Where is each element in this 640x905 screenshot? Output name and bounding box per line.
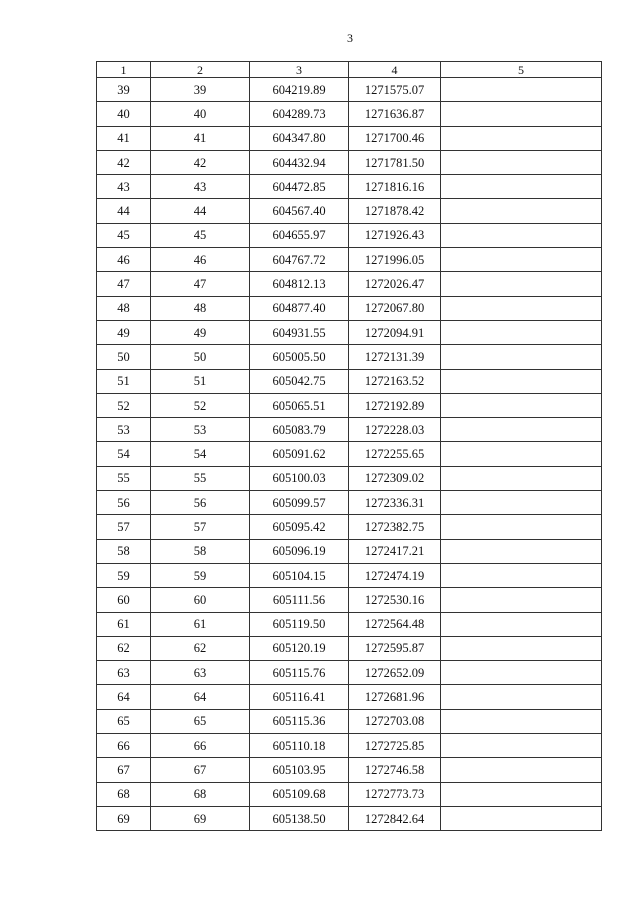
table-cell bbox=[441, 636, 602, 660]
table-cell: 41 bbox=[151, 126, 250, 150]
table-cell bbox=[441, 515, 602, 539]
table-cell: 604567.40 bbox=[250, 199, 349, 223]
table-cell: 604219.89 bbox=[250, 78, 349, 102]
table-cell: 605042.75 bbox=[250, 369, 349, 393]
table-cell bbox=[441, 588, 602, 612]
table-cell: 605138.50 bbox=[250, 806, 349, 830]
table-row bbox=[97, 466, 602, 490]
table-cell: 1272192.89 bbox=[349, 393, 441, 417]
table-cell: 1272131.39 bbox=[349, 345, 441, 369]
table-cell: 53 bbox=[97, 418, 151, 442]
table-cell: 42 bbox=[151, 150, 250, 174]
table-cell: 605120.19 bbox=[250, 636, 349, 660]
table-cell: 68 bbox=[97, 782, 151, 806]
table-row bbox=[97, 539, 602, 563]
table-cell: 1272564.48 bbox=[349, 612, 441, 636]
table-cell: 1272725.85 bbox=[349, 734, 441, 758]
table-cell: 52 bbox=[151, 393, 250, 417]
table-cell bbox=[441, 393, 602, 417]
table-cell: 50 bbox=[97, 345, 151, 369]
table-row bbox=[97, 515, 602, 539]
column-header-2: 2 bbox=[151, 62, 250, 78]
table-cell: 1272382.75 bbox=[349, 515, 441, 539]
table-cell bbox=[441, 612, 602, 636]
table-row bbox=[97, 661, 602, 685]
table-cell: 50 bbox=[151, 345, 250, 369]
table-row bbox=[97, 369, 602, 393]
table-cell: 605065.51 bbox=[250, 393, 349, 417]
table-cell: 68 bbox=[151, 782, 250, 806]
table-cell: 58 bbox=[97, 539, 151, 563]
table-cell: 1272417.21 bbox=[349, 539, 441, 563]
table-cell: 605111.56 bbox=[250, 588, 349, 612]
table-cell: 49 bbox=[97, 320, 151, 344]
table-cell: 39 bbox=[97, 78, 151, 102]
table-cell: 605103.95 bbox=[250, 758, 349, 782]
table-cell: 605119.50 bbox=[250, 612, 349, 636]
table-cell: 1271996.05 bbox=[349, 248, 441, 272]
table-cell: 51 bbox=[151, 369, 250, 393]
table-row bbox=[97, 296, 602, 320]
table-body bbox=[97, 78, 602, 831]
table-cell: 61 bbox=[97, 612, 151, 636]
table-cell: 605100.03 bbox=[250, 466, 349, 490]
table-cell: 46 bbox=[151, 248, 250, 272]
table-cell: 605115.36 bbox=[250, 709, 349, 733]
table-cell bbox=[441, 661, 602, 685]
table-cell: 1271700.46 bbox=[349, 126, 441, 150]
table-cell: 1272474.19 bbox=[349, 563, 441, 587]
table-cell: 47 bbox=[151, 272, 250, 296]
table-cell: 52 bbox=[97, 393, 151, 417]
table-cell: 1272094.91 bbox=[349, 320, 441, 344]
table-cell: 64 bbox=[97, 685, 151, 709]
table-cell bbox=[441, 296, 602, 320]
table-cell: 58 bbox=[151, 539, 250, 563]
table-row bbox=[97, 175, 602, 199]
table-cell: 1271575.07 bbox=[349, 78, 441, 102]
table-cell: 39 bbox=[151, 78, 250, 102]
table-cell: 604289.73 bbox=[250, 102, 349, 126]
table-cell: 43 bbox=[151, 175, 250, 199]
table-cell: 69 bbox=[151, 806, 250, 830]
table-cell: 45 bbox=[151, 223, 250, 247]
table-cell: 605005.50 bbox=[250, 345, 349, 369]
table-cell: 604655.97 bbox=[250, 223, 349, 247]
table-cell bbox=[441, 320, 602, 344]
table-cell: 53 bbox=[151, 418, 250, 442]
table-row bbox=[97, 612, 602, 636]
table-cell: 60 bbox=[151, 588, 250, 612]
table-cell bbox=[441, 539, 602, 563]
header-row bbox=[97, 62, 602, 78]
table-row bbox=[97, 393, 602, 417]
table-row bbox=[97, 782, 602, 806]
table-cell: 604877.40 bbox=[250, 296, 349, 320]
table-cell: 45 bbox=[97, 223, 151, 247]
page-number: 3 bbox=[347, 31, 353, 45]
table-cell bbox=[441, 150, 602, 174]
table-cell bbox=[441, 199, 602, 223]
table-cell: 1272530.16 bbox=[349, 588, 441, 612]
table-cell: 66 bbox=[151, 734, 250, 758]
table-row bbox=[97, 418, 602, 442]
table-cell: 44 bbox=[97, 199, 151, 223]
table-cell: 604472.85 bbox=[250, 175, 349, 199]
table-cell bbox=[441, 709, 602, 733]
table-cell: 1272336.31 bbox=[349, 491, 441, 515]
table-cell: 62 bbox=[151, 636, 250, 660]
table-cell bbox=[441, 442, 602, 466]
table-cell: 64 bbox=[151, 685, 250, 709]
table-cell bbox=[441, 102, 602, 126]
table-cell: 1272842.64 bbox=[349, 806, 441, 830]
table-cell bbox=[441, 491, 602, 515]
table-cell: 605083.79 bbox=[250, 418, 349, 442]
table-row bbox=[97, 442, 602, 466]
table-cell: 605116.41 bbox=[250, 685, 349, 709]
table-row bbox=[97, 320, 602, 344]
table-cell: 1272746.58 bbox=[349, 758, 441, 782]
table-cell: 66 bbox=[97, 734, 151, 758]
table-cell: 55 bbox=[151, 466, 250, 490]
table-cell: 1272067.80 bbox=[349, 296, 441, 320]
table-row bbox=[97, 102, 602, 126]
table-cell: 41 bbox=[97, 126, 151, 150]
table-row bbox=[97, 150, 602, 174]
table-cell: 67 bbox=[151, 758, 250, 782]
table-cell: 1272255.65 bbox=[349, 442, 441, 466]
table-cell bbox=[441, 78, 602, 102]
table-cell: 59 bbox=[97, 563, 151, 587]
table-cell: 63 bbox=[97, 661, 151, 685]
table-cell bbox=[441, 782, 602, 806]
table-cell: 40 bbox=[97, 102, 151, 126]
column-header-1: 1 bbox=[97, 62, 151, 78]
table-cell bbox=[441, 175, 602, 199]
table-cell: 605110.18 bbox=[250, 734, 349, 758]
table-row bbox=[97, 685, 602, 709]
table-cell: 56 bbox=[151, 491, 250, 515]
table-row bbox=[97, 248, 602, 272]
table-cell: 65 bbox=[151, 709, 250, 733]
table-cell: 1272595.87 bbox=[349, 636, 441, 660]
table-cell: 1272703.08 bbox=[349, 709, 441, 733]
table-cell: 57 bbox=[97, 515, 151, 539]
column-header-3: 3 bbox=[250, 62, 349, 78]
table-cell: 49 bbox=[151, 320, 250, 344]
table-row bbox=[97, 758, 602, 782]
table-cell: 62 bbox=[97, 636, 151, 660]
table-cell bbox=[441, 563, 602, 587]
table-cell bbox=[441, 345, 602, 369]
table-cell: 67 bbox=[97, 758, 151, 782]
table-cell: 40 bbox=[151, 102, 250, 126]
table-row bbox=[97, 588, 602, 612]
table-cell bbox=[441, 466, 602, 490]
table-row bbox=[97, 78, 602, 102]
table-cell bbox=[441, 758, 602, 782]
table-cell: 604931.55 bbox=[250, 320, 349, 344]
table-cell: 51 bbox=[97, 369, 151, 393]
table-cell: 54 bbox=[151, 442, 250, 466]
table-row bbox=[97, 806, 602, 830]
table-cell: 605109.68 bbox=[250, 782, 349, 806]
table-cell: 42 bbox=[97, 150, 151, 174]
table-cell: 1271926.43 bbox=[349, 223, 441, 247]
table-cell: 1271781.50 bbox=[349, 150, 441, 174]
table-cell bbox=[441, 806, 602, 830]
table-cell: 55 bbox=[97, 466, 151, 490]
table-cell: 605095.42 bbox=[250, 515, 349, 539]
table-cell: 56 bbox=[97, 491, 151, 515]
table-cell: 605099.57 bbox=[250, 491, 349, 515]
table-cell bbox=[441, 248, 602, 272]
table-cell: 54 bbox=[97, 442, 151, 466]
table-cell: 63 bbox=[151, 661, 250, 685]
table-row bbox=[97, 636, 602, 660]
table-cell bbox=[441, 685, 602, 709]
table-cell: 604347.80 bbox=[250, 126, 349, 150]
table-row bbox=[97, 345, 602, 369]
table-cell: 1272309.02 bbox=[349, 466, 441, 490]
table-row bbox=[97, 709, 602, 733]
table-cell bbox=[441, 418, 602, 442]
table-cell: 604767.72 bbox=[250, 248, 349, 272]
table-cell: 1272026.47 bbox=[349, 272, 441, 296]
table-row bbox=[97, 563, 602, 587]
table-cell: 1272652.09 bbox=[349, 661, 441, 685]
table-cell: 1271636.87 bbox=[349, 102, 441, 126]
table-cell: 43 bbox=[97, 175, 151, 199]
table-cell: 57 bbox=[151, 515, 250, 539]
column-header-5: 5 bbox=[441, 62, 602, 78]
table-cell: 605091.62 bbox=[250, 442, 349, 466]
table-cell: 1272163.52 bbox=[349, 369, 441, 393]
table-cell bbox=[441, 126, 602, 150]
column-header-4: 4 bbox=[349, 62, 441, 78]
table-cell: 604812.13 bbox=[250, 272, 349, 296]
table-cell bbox=[441, 734, 602, 758]
table-cell: 60 bbox=[97, 588, 151, 612]
coordinates-table bbox=[96, 61, 602, 831]
table-row bbox=[97, 734, 602, 758]
table-row bbox=[97, 223, 602, 247]
table-row bbox=[97, 126, 602, 150]
table-cell: 604432.94 bbox=[250, 150, 349, 174]
table-cell: 48 bbox=[151, 296, 250, 320]
table-cell: 1272228.03 bbox=[349, 418, 441, 442]
table-row bbox=[97, 491, 602, 515]
table-cell bbox=[441, 223, 602, 247]
table-cell bbox=[441, 272, 602, 296]
table-cell: 46 bbox=[97, 248, 151, 272]
table-row bbox=[97, 199, 602, 223]
table-cell: 47 bbox=[97, 272, 151, 296]
table-cell bbox=[441, 369, 602, 393]
table-cell: 605115.76 bbox=[250, 661, 349, 685]
table-cell: 59 bbox=[151, 563, 250, 587]
table-row bbox=[97, 272, 602, 296]
table-cell: 69 bbox=[97, 806, 151, 830]
table-cell: 1272681.96 bbox=[349, 685, 441, 709]
table-cell: 1272773.73 bbox=[349, 782, 441, 806]
table-header bbox=[97, 62, 602, 78]
table-cell: 605104.15 bbox=[250, 563, 349, 587]
table-cell: 65 bbox=[97, 709, 151, 733]
table-cell: 1271878.42 bbox=[349, 199, 441, 223]
table-cell: 61 bbox=[151, 612, 250, 636]
table-cell: 44 bbox=[151, 199, 250, 223]
table-cell: 48 bbox=[97, 296, 151, 320]
table-cell: 605096.19 bbox=[250, 539, 349, 563]
table-cell: 1271816.16 bbox=[349, 175, 441, 199]
